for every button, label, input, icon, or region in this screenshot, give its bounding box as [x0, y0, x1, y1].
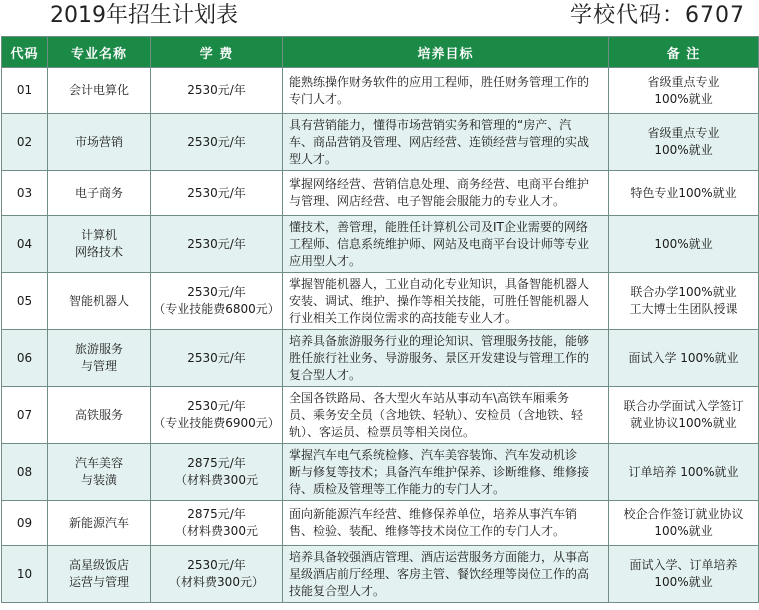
cell-tuition-line: （材料费300元 — [175, 473, 258, 487]
cell-note-line: 就业协议100%就业 — [630, 416, 737, 430]
cell-training-goal — [283, 330, 609, 387]
cell-note-line: 省级重点专业 — [647, 74, 720, 89]
cell-training-goal-line: 技能复合型人才。 — [289, 583, 386, 598]
enrollment-plan-table — [1, 36, 759, 603]
cell-training-goal-line: 全国各铁路局、各大型火车站从事动车\高铁车厢乘务 — [289, 390, 570, 405]
cell-tuition-line: 2530元/年 — [187, 83, 246, 97]
cell-tuition-line: （专业技能费6900元） — [153, 416, 280, 430]
cell-training-goal-line: 车、商品营销及管理、网店经营、连锁经营与管理的实战 — [289, 134, 590, 149]
cell-major-name-line: 与管理 — [80, 359, 117, 373]
column-header-tuition: 学 费 — [151, 37, 283, 68]
table-row — [2, 273, 759, 330]
cell-training-goal-line: 掌握汽车电气系统检修、汽车美容装饰、汽车发动机诊 — [289, 447, 578, 462]
cell-training-goal-line: 型人才。 — [289, 151, 338, 166]
cell-major-name-line: 高星级饭店 — [68, 558, 129, 572]
cell-code: 07 — [2, 387, 48, 444]
cell-major-name — [48, 330, 151, 387]
cell-major-name-line: 智能机器人 — [68, 293, 129, 308]
cell-note-line: 省级重点专业 — [647, 126, 720, 140]
document-title: 2019年招生计划表 — [50, 3, 238, 28]
cell-code: 09 — [2, 501, 48, 546]
cell-note-line: 100%就业 — [654, 524, 713, 538]
cell-training-goal — [283, 444, 609, 501]
table-row — [2, 501, 759, 546]
cell-major-name-line: 电子商务 — [74, 185, 123, 200]
cell-note-line: 订单培养 100%就业 — [628, 464, 739, 479]
cell-note — [609, 216, 759, 273]
cell-tuition — [151, 501, 283, 546]
cell-major-name-line: 计算机 — [80, 228, 117, 242]
cell-major-name — [48, 387, 151, 444]
table-header-row — [2, 37, 759, 68]
cell-training-goal-line: 培养具备较强酒店管理、酒店运营服务方面能力，从事高 — [289, 549, 590, 564]
cell-note — [609, 114, 759, 171]
cell-note-line: 特色专业100%就业 — [630, 185, 737, 200]
cell-training-goal-line: 星级酒店前厅经理、客房主管、餐饮经理等岗位工作的高 — [289, 566, 590, 581]
cell-note-line: 联合办学面试入学签订 — [623, 399, 744, 413]
cell-tuition-line: 2875元/年 — [187, 507, 246, 521]
cell-training-goal-line: 复合型人才。 — [289, 367, 362, 382]
cell-training-goal-line: 懂技术，善管理，能胜任计算机公司及IT企业需要的网络 — [289, 219, 588, 234]
cell-note-line: 联合办学100%就业 — [630, 285, 737, 299]
table-row — [2, 114, 759, 171]
table-row — [2, 330, 759, 387]
cell-training-goal-line: 售、检验、装配、维修等技术岗位工作的专门人才。 — [289, 524, 566, 538]
cell-training-goal-line: 轨）、客运员、检票员等相关岗位。 — [289, 424, 476, 439]
column-header-code: 代码 — [2, 37, 48, 68]
table-row — [2, 387, 759, 444]
cell-training-goal-line: 具有营销能力，懂得市场营销实务和管理的“房产、汽 — [289, 117, 572, 132]
cell-major-name — [48, 444, 151, 501]
cell-code: 10 — [2, 546, 48, 603]
cell-tuition-line: 2530元/年 — [187, 350, 246, 365]
table-row — [2, 216, 759, 273]
cell-training-goal — [283, 501, 609, 546]
cell-tuition-line: 2530元/年 — [187, 134, 246, 149]
cell-major-name-line: 汽车美容 — [74, 456, 123, 470]
cell-tuition-line: 2530元/年 — [187, 558, 246, 572]
cell-note-line: 100%就业 — [654, 236, 713, 251]
cell-training-goal-line: 安装、调试、维护、操作等相关技能，可胜任智能机器人 — [289, 293, 590, 308]
cell-major-name — [48, 68, 151, 114]
cell-major-name-line: 网络技术 — [74, 245, 123, 259]
cell-note — [609, 444, 759, 501]
cell-training-goal — [283, 387, 609, 444]
cell-note — [609, 273, 759, 330]
cell-tuition-line: 2530元/年 — [187, 236, 246, 251]
cell-note-line: 校企合作签订就业协议 — [623, 507, 744, 521]
table-row — [2, 546, 759, 603]
table-row — [2, 68, 759, 114]
cell-major-name — [48, 546, 151, 603]
cell-tuition-line: （材料费300元 — [175, 524, 258, 538]
cell-training-goal-line: 掌握智能机器人，工业自动化专业知识，具备智能机器人 — [289, 276, 590, 291]
cell-major-name — [48, 216, 151, 273]
cell-tuition-line: 2530元/年 — [187, 285, 246, 299]
cell-note — [609, 171, 759, 216]
cell-tuition — [151, 68, 283, 114]
table-row — [2, 171, 759, 216]
cell-code: 03 — [2, 171, 48, 216]
cell-tuition — [151, 273, 283, 330]
cell-major-name-line: 旅游服务 — [74, 342, 123, 356]
cell-major-name — [48, 171, 151, 216]
cell-major-name-line: 与装潢 — [80, 473, 117, 487]
cell-note — [609, 387, 759, 444]
cell-tuition — [151, 444, 283, 501]
cell-training-goal-line: 培养具备旅游服务行业的理论知识、管理服务技能，能够 — [289, 333, 590, 348]
cell-training-goal-line: 掌握网络经营、营销信息处理、商务经营、电商平台维护 — [289, 177, 590, 191]
cell-training-goal-line: 专门人才。 — [289, 91, 350, 106]
cell-note — [609, 68, 759, 114]
cell-tuition — [151, 387, 283, 444]
cell-tuition-line: 2875元/年 — [187, 456, 246, 470]
cell-note — [609, 330, 759, 387]
cell-tuition — [151, 330, 283, 387]
cell-note-line: 面试入学、订单培养 — [629, 558, 738, 572]
cell-tuition — [151, 171, 283, 216]
cell-code: 02 — [2, 114, 48, 171]
cell-code: 06 — [2, 330, 48, 387]
cell-major-name-line: 会计电算化 — [68, 83, 129, 97]
cell-code: 05 — [2, 273, 48, 330]
cell-note — [609, 546, 759, 603]
cell-training-goal-line: 面向新能源汽车经营、维修保养单位，培养从事汽车销 — [289, 507, 578, 521]
cell-training-goal — [283, 216, 609, 273]
cell-tuition — [151, 114, 283, 171]
cell-training-goal-line: 行业相关工作岗位需求的高技能专业人才。 — [289, 310, 518, 325]
cell-major-name — [48, 114, 151, 171]
cell-note-line: 100%就业 — [654, 91, 713, 106]
cell-note-line: 100%就业 — [654, 143, 713, 157]
cell-major-name — [48, 501, 151, 546]
cell-major-name-line: 市场营销 — [74, 134, 123, 149]
cell-training-goal-line: 待、质检及管理等工作能力的专门人才。 — [289, 481, 506, 496]
cell-note-line: 面试入学 100%就业 — [628, 350, 739, 365]
page-header — [0, 0, 759, 33]
cell-code: 04 — [2, 216, 48, 273]
column-header-goal: 培养目标 — [283, 37, 609, 68]
cell-note-line: 工大博士生团队授课 — [629, 302, 738, 316]
cell-major-name-line: 新能源汽车 — [68, 515, 129, 530]
cell-tuition-line: 2530元/年 — [187, 399, 246, 413]
cell-training-goal-line: 胜任旅行社业务、导游服务、景区开发建设与管理工作的 — [289, 350, 590, 365]
table-row — [2, 444, 759, 501]
cell-training-goal-line: 工程师、信息系统维护师、网站及电商平台设计师等专业 — [289, 236, 590, 251]
cell-tuition-line: 2530元/年 — [187, 185, 246, 200]
cell-training-goal-line: 与管理、网店经营、电子智能会服能力的专业人才。 — [289, 194, 566, 208]
table-body — [2, 68, 759, 603]
cell-training-goal — [283, 546, 609, 603]
school-code: 学校代码：6707 — [570, 3, 745, 28]
cell-major-name-line: 运营与管理 — [68, 575, 129, 589]
cell-tuition-line: （专业技能费6800元） — [153, 302, 280, 316]
column-header-major: 专业名称 — [48, 37, 151, 68]
column-header-note: 备 注 — [609, 37, 759, 68]
cell-training-goal-line: 能熟练操作财务软件的应用工程师，胜任财务管理工作的 — [289, 74, 590, 89]
cell-training-goal — [283, 171, 609, 216]
cell-tuition — [151, 546, 283, 603]
cell-training-goal — [283, 273, 609, 330]
cell-training-goal — [283, 114, 609, 171]
cell-training-goal-line: 员、乘务安全员（含地铁、轻轨）、安检员（含地铁、轻 — [289, 407, 584, 422]
cell-training-goal-line: 应用型人才。 — [289, 253, 362, 268]
cell-training-goal-line: 断与修复等技术；具备汽车维护保养、诊断维修、维修接 — [289, 464, 590, 479]
cell-tuition — [151, 216, 283, 273]
cell-code: 08 — [2, 444, 48, 501]
cell-code: 01 — [2, 68, 48, 114]
cell-note-line: 100%就业 — [654, 575, 713, 589]
cell-note — [609, 501, 759, 546]
cell-major-name-line: 高铁服务 — [74, 407, 123, 422]
cell-tuition-line: （材料费300元） — [169, 575, 264, 589]
cell-major-name — [48, 273, 151, 330]
cell-training-goal — [283, 68, 609, 114]
